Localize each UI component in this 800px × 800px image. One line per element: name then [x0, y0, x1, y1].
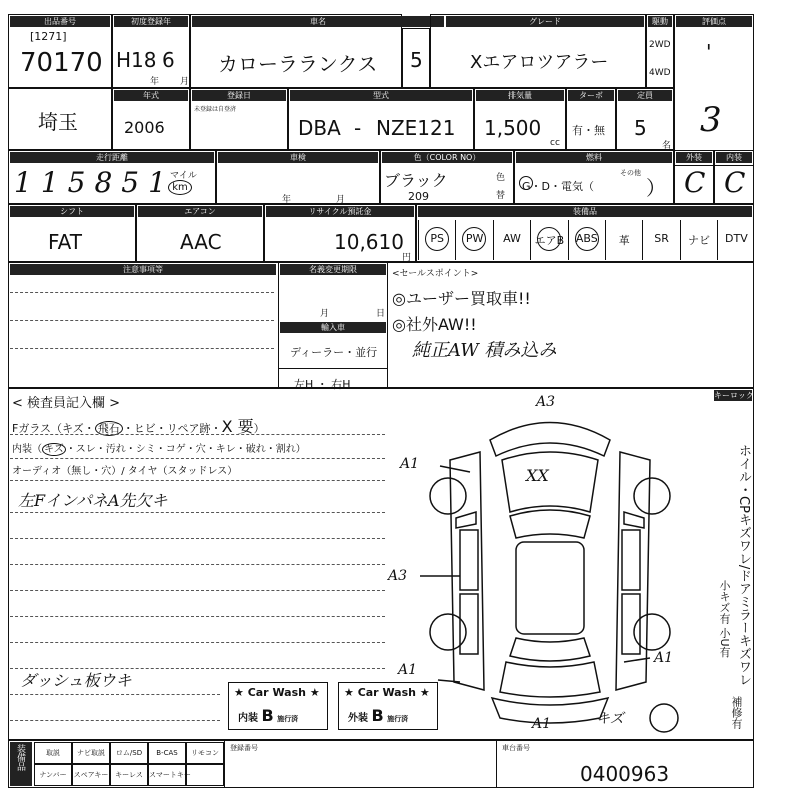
fuel-header: 燃料: [516, 152, 672, 163]
note-line: [10, 348, 274, 349]
sales-point-1: ◎ユーザー買取車!!: [392, 289, 531, 308]
color-no: 209: [408, 190, 429, 203]
grade-header: グレード: [446, 16, 644, 27]
right-front-door: [622, 530, 640, 590]
equipment-label: PW: [465, 232, 484, 245]
lot-prefix: [1271]: [30, 30, 67, 43]
equipment-label: DTV: [725, 232, 748, 245]
displacement: 1,500: [484, 116, 542, 140]
trunk: [500, 662, 600, 697]
sales-handwritten: 純正AW 積み込み: [412, 340, 557, 361]
equipment-circle: [575, 227, 599, 251]
inspector-line: [10, 616, 385, 617]
color-header: 色（COLOR NO）: [382, 152, 512, 163]
model-header: 型式: [290, 90, 472, 101]
inspector-line-2: [12, 440, 306, 455]
doors: 5: [410, 48, 423, 72]
import-header: 輸入車: [280, 322, 386, 333]
chassis-header: 車台番号: [502, 744, 530, 752]
equipment-item: [717, 220, 754, 260]
wheel-front-left: [430, 478, 466, 514]
transfer-header: 注意事項等: [10, 264, 276, 275]
inspector-line: [10, 434, 385, 435]
fglass-close: ）: [253, 422, 265, 435]
fglass-required: X 要: [221, 417, 254, 436]
shift-header: シフト: [10, 206, 134, 217]
equipment-item: [455, 220, 492, 260]
footer-item: スペアキー: [72, 764, 110, 786]
hood: [502, 452, 598, 512]
drive-header: 駆動: [648, 16, 672, 27]
inspector-line: [10, 694, 220, 695]
carwash-exterior-done: 施行済: [387, 715, 409, 723]
equipment-label: PS: [430, 232, 444, 245]
inspector-hand-2: ダッシュ板ウキ: [20, 671, 132, 690]
damage-a1-left-top: A1: [400, 456, 420, 472]
inspection-header: 車検: [218, 152, 378, 163]
km-circle: km: [168, 180, 192, 195]
reg-number-header: 登録番号: [230, 744, 258, 752]
reg-year-char: 年: [150, 77, 160, 87]
color-side1: 色: [496, 173, 506, 183]
grade: Xエアロツアラー: [470, 52, 609, 73]
equipment-item: [605, 220, 642, 260]
carwash-exterior-label: 外装: [348, 713, 368, 724]
exterior-score: C: [684, 166, 706, 199]
inspection-month: 月: [336, 195, 346, 205]
reg-era: H18: [116, 48, 157, 72]
interior-prefix: 内装（: [12, 444, 42, 455]
spare-wheel: [650, 704, 678, 732]
footer-item: ナンバー: [34, 764, 72, 786]
equipment-item: [530, 220, 567, 260]
side-note-3: 補修有: [730, 696, 743, 729]
wheel-front-right: [634, 478, 670, 514]
lot-header: 出品番号: [10, 16, 110, 27]
interior-score: C: [724, 166, 746, 199]
region: 埼玉: [38, 110, 78, 134]
inspector-line: [10, 720, 220, 721]
leader-a1-left: [440, 466, 470, 472]
interior-circled: キズ: [44, 444, 64, 455]
inspector-line: [10, 512, 385, 513]
inspector-line: [10, 642, 385, 643]
footer-item: B-CAS: [148, 742, 186, 764]
mileage-header: 走行距離: [10, 152, 214, 163]
inspector-line: [10, 564, 385, 565]
deadline-month: 月: [320, 309, 330, 319]
footer-item: ナビ取説: [72, 742, 110, 764]
damage-a3-left: A3: [388, 568, 408, 584]
equipment-circle: [425, 227, 449, 251]
inspector-line: [10, 590, 385, 591]
exterior-header: 外装: [676, 152, 712, 163]
side-note-2: 小キズ有 小U有: [718, 580, 731, 658]
sales-point-2: ◎社外AW!!: [392, 315, 477, 334]
inspector-line: [10, 458, 385, 459]
model-year: 2006: [124, 118, 165, 137]
displacement-header: 排気量: [476, 90, 564, 101]
equipment-item: [418, 220, 455, 260]
car-damage-diagram: [420, 400, 680, 736]
footer-item: 取説: [34, 742, 72, 764]
lot-number: 70170: [20, 48, 103, 78]
capacity-header: 定員: [618, 90, 672, 101]
recycle-header: リサイクル預託金: [266, 206, 414, 217]
damage-a1-bottom: A1: [532, 716, 552, 732]
score-cell: [674, 14, 754, 166]
carwash-interior-grade: B: [261, 706, 274, 725]
import-divider: [278, 368, 388, 369]
score-top: ': [706, 40, 712, 64]
damage-kizu: キズ: [596, 711, 624, 727]
inspector-line: [10, 538, 385, 539]
capacity: 5: [634, 116, 647, 140]
note-line: [10, 292, 274, 293]
recycle-fee: 10,610: [334, 230, 404, 254]
carwash-exterior-line: [348, 706, 408, 725]
rear-window: [510, 638, 590, 661]
damage-xx: XX: [526, 466, 549, 485]
inspector-hand-1: 左FインパネA先欠キ: [18, 491, 168, 510]
unreg-note: 未登録は自登済: [194, 106, 237, 113]
keylock-header: キーロック: [714, 391, 754, 400]
carwash-exterior-grade: B: [371, 706, 384, 725]
footer-divider: [224, 740, 225, 788]
left-front-door: [460, 530, 478, 590]
ac-header: エアコン: [138, 206, 262, 217]
footer-item: [186, 764, 224, 786]
equipment-circle: [462, 227, 486, 251]
right-mirror: [624, 512, 644, 528]
fglass-circled: 飛石: [95, 421, 123, 436]
color-side2: 替: [496, 191, 506, 201]
fuel-other: その他: [620, 169, 641, 177]
inspection-year: 年: [282, 195, 292, 205]
damage-a1-left-bottom: A1: [398, 662, 418, 678]
interior-rest: ・スレ・汚れ・シミ・コゲ・穴・キレ・破れ・割れ）: [65, 444, 306, 455]
equipment-circle: [537, 227, 561, 251]
carwash-interior-label: 内装: [238, 713, 258, 724]
car-name-header: 車名: [192, 16, 444, 27]
inspector-title: < 検査員記入欄 >: [12, 396, 121, 411]
note-line: [10, 320, 274, 321]
fglass-prefix: Fガラス（キズ・: [12, 422, 95, 435]
carwash-interior-done: 施行済: [277, 715, 299, 723]
shift: FAT: [48, 230, 83, 254]
equipment-label: ABS: [575, 232, 598, 245]
inspector-line: [10, 480, 385, 481]
equipment-item: [493, 220, 530, 260]
mile-label: マイル: [170, 171, 197, 181]
windshield: [510, 510, 590, 538]
roof: [516, 542, 584, 634]
footer-side-text: 装備品: [15, 744, 25, 771]
equipment-label: エアB: [534, 234, 565, 247]
car-name: カローラランクス: [218, 52, 378, 76]
reg-month-char: 月: [180, 77, 190, 87]
footer-divider: [496, 740, 497, 788]
capacity-unit: 名: [662, 141, 672, 151]
chassis-number: 0400963: [580, 762, 670, 786]
equipment-label: AW: [503, 232, 521, 245]
fuel-close: ）: [646, 176, 666, 200]
interior-header: 内装: [716, 152, 752, 163]
handle: 左H ・ 右H: [294, 378, 351, 391]
side-note-1: ホイル・CPキズワレ/ドアミラーキズワレ: [736, 444, 751, 687]
turbo-header: ターボ: [568, 90, 614, 101]
drive-4wd: 4WD: [649, 68, 671, 78]
score-header: 評価点: [676, 16, 752, 27]
cc-unit: cc: [550, 138, 560, 148]
equipment-item: [642, 220, 679, 260]
carwash-interior-title: ★ Car Wash ★: [234, 686, 320, 699]
fuel-options: G・D・電気（: [522, 180, 594, 193]
mileage: 115851: [14, 166, 175, 199]
turbo: 有・無: [572, 124, 605, 137]
footer-item: キーレス: [110, 764, 148, 786]
left-rear-door: [460, 594, 478, 654]
equipment-label: ナビ: [687, 234, 710, 247]
left-mirror: [456, 512, 476, 528]
equipment-item: [568, 220, 605, 260]
carwash-interior-line: [238, 706, 298, 725]
color-name: ブラック: [384, 171, 448, 190]
fglass-mid: ・ヒビ・リペア跡・: [122, 422, 222, 435]
import-type: ディーラー・並行: [290, 346, 378, 359]
unreg-header: 登録日: [192, 90, 286, 101]
equipment-item: [680, 220, 717, 260]
model-sep: -: [354, 116, 362, 140]
ac: AAC: [180, 230, 222, 254]
deadline-header: 名義変更期限: [280, 264, 386, 275]
reg-header: 初度登録年: [114, 16, 188, 27]
drive-2wd: 2WD: [649, 40, 671, 50]
leader-a1-bottom: [438, 680, 460, 682]
reg-month: 6: [162, 48, 175, 72]
equipment-label: 革: [618, 234, 630, 247]
carwash-exterior-title: ★ Car Wash ★: [344, 686, 430, 699]
front-bumper: [490, 423, 610, 457]
model-prefix: DBA: [298, 116, 341, 140]
sales-header: <セールスポイント>: [392, 269, 479, 279]
damage-a3-top: A3: [536, 394, 556, 410]
equipment-label: SR: [654, 232, 669, 245]
yen: 円: [402, 253, 412, 263]
damage-a1-right: A1: [654, 650, 674, 666]
score-bottom: 3: [700, 100, 722, 140]
inspector-line-3: オーディオ（無し・穴）/ タイヤ（スタッドレス）: [12, 466, 238, 477]
model-year-header: 年式: [114, 90, 188, 101]
equipment-header: 装備品: [418, 206, 752, 217]
deadline-day: 日: [376, 309, 386, 319]
footer-item: リモコン: [186, 742, 224, 764]
right-rear-door: [622, 594, 640, 654]
footer-item: ロム/SD: [110, 742, 148, 764]
model-code: NZE121: [376, 116, 456, 140]
footer-item: スマートキー: [148, 764, 186, 786]
